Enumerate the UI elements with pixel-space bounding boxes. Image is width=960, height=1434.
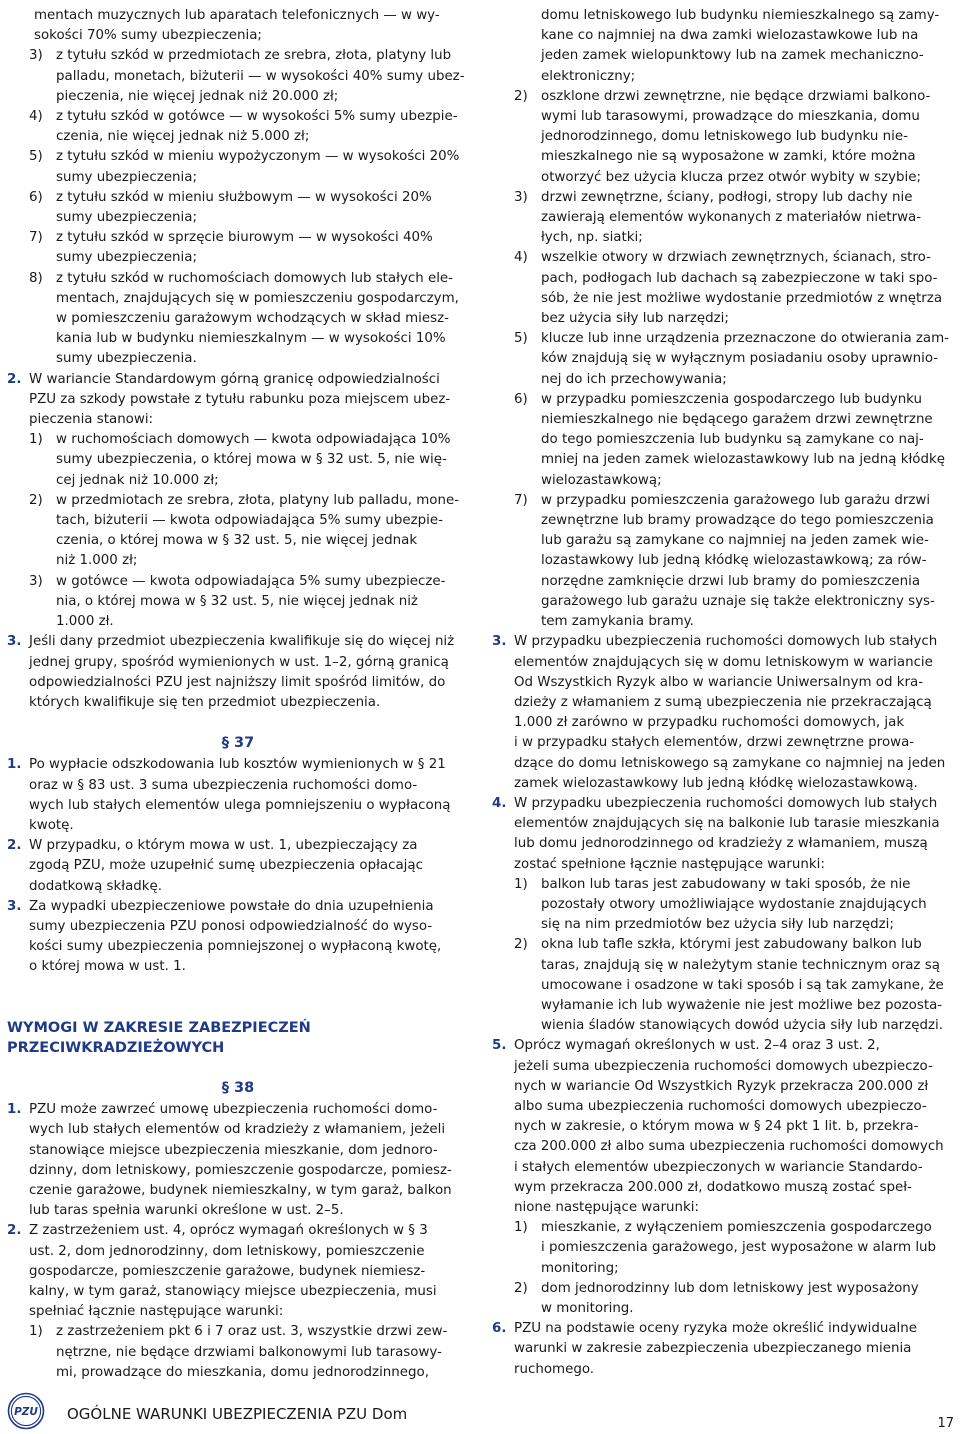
text-line: okna lub tafle szkła, którymi jest zabudowany balkon lub (541, 937, 922, 953)
item-number: 6. (492, 1321, 507, 1337)
subitem-text (541, 188, 954, 249)
text-line: pach, podłogach lub dachach są zabezpieczone w taki spo- (541, 270, 938, 286)
text-line: balkon lub taras jest zabudowany w taki sposób, że nie (541, 876, 911, 892)
item-number: 2. (7, 1223, 22, 1239)
text-line: W przypadku ubezpieczenia ruchomości domowych lub stałych (514, 795, 938, 811)
text-line: domu letniskowego lub budynku niemieszkalnego są zamy- (541, 8, 940, 23)
numbered-item (7, 1100, 469, 1221)
text-line: nych w zakresie, o którym mowa w § 24 pkt 1 lit. b, przekra- (514, 1119, 919, 1135)
numbered-item (492, 1036, 954, 1218)
continued-text (7, 6, 469, 46)
item-number: 3. (7, 898, 22, 914)
list-subitem (492, 491, 954, 632)
text-line: z zastrzeżeniem pkt 6 i 7 oraz ust. 3, wszystkie drzwi zew- (56, 1324, 448, 1340)
subitem-text (541, 87, 954, 188)
text-line: kane co najmniej na dwa zamki wielozastawkowe lub na (541, 28, 919, 44)
text-line: nione następujące warunki: (514, 1199, 699, 1215)
text-line: dzinny, dom letniskowy, pomieszczenie gospodarcze, pomiesz- (29, 1162, 452, 1178)
list-subitem (492, 1218, 954, 1279)
subitem-text (56, 430, 469, 491)
subitem-number: 8) (29, 270, 43, 286)
text-line: z tytułu szkód w sprzęcie biurowym — w wysokości 40% (56, 230, 433, 246)
subitem-number: 6) (514, 391, 528, 407)
text-line: i w przypadku stałych elementów, drzwi zewnętrzne prowa- (514, 735, 915, 751)
item-text (29, 836, 469, 897)
text-line: otworzyć bez użycia klucza przez otwór wybity w szybie; (541, 169, 922, 185)
text-line: ruchomego. (514, 1361, 595, 1377)
numbered-item (492, 794, 954, 875)
text-line: klucze lub inne urządzenia przeznaczone do otwierania zam- (541, 331, 950, 347)
list-subitem (7, 572, 469, 633)
text-line: WYMOGI W ZAKRESIE ZABEZPIECZEŃ (7, 1019, 311, 1036)
text-line: z tytułu szkód w mieniu służbowym — w wysokości 20% (56, 189, 432, 205)
text-line: jeden zamek wielopunktowy lub na zamek mechaniczno- (541, 48, 924, 64)
list-subitem (492, 248, 954, 329)
text-line: nych w wariancie Od Wszystkich Ryzyk przekracza 200.000 zł (514, 1078, 929, 1094)
item-text (29, 632, 469, 713)
text-line: kalny, w tym garaż, stanowiący miejsce ubezpieczenia, musi (29, 1283, 437, 1299)
text-line: zgodą PZU, może uzupełnić sumę ubezpieczenia opłacając (29, 858, 423, 874)
item-text (29, 1221, 469, 1322)
text-line: dzące do domu letniskowego są zamykane co najmniej na jeden (514, 755, 946, 771)
item-text (29, 370, 469, 431)
text-line: i stałych elementów ubezpieczonych w wariancie Standardo- (514, 1159, 923, 1175)
list-subitem (492, 875, 954, 936)
numbered-item (7, 897, 469, 978)
numbered-item (7, 632, 469, 713)
text-line: z tytułu szkód w gotówce — w wysokości 5% sumy ubezpie- (56, 109, 458, 125)
text-line: sumy ubezpieczenia. (56, 351, 197, 367)
item-number: 2. (7, 838, 22, 854)
numbered-item (7, 836, 469, 897)
text-line: wszelkie otwory w drzwiach zewnętrznych, ścianach, stro- (541, 250, 931, 266)
text-line: sumy ubezpieczenia, o której mowa w § 32 ust. 5, nie wię- (56, 452, 447, 468)
text-line: zewnętrzne lub bramy prowadzące do tego pomieszczenia (541, 513, 934, 529)
text-line: z tytułu szkód w mieniu wypożyczonym — w wysokości 20% (56, 149, 460, 165)
text-line: zamek wielozastawkowy lub jedną kłódkę wielozastawkową. (514, 775, 918, 791)
list-subitem (7, 147, 469, 187)
page-footer (7, 1392, 954, 1432)
item-text (514, 1036, 954, 1218)
subitem-text (541, 491, 954, 632)
subitem-text (56, 147, 469, 187)
text-line: taras, znajdują się w należytym stanie technicznym oraz są (541, 957, 940, 973)
subitem-text (56, 1322, 469, 1383)
list-subitem (7, 188, 469, 228)
item-text (514, 1319, 954, 1380)
text-line: i pomieszczenia garażowego, jest wyposażone w alarm lub (541, 1240, 937, 1256)
text-line: lozastawkowy lub jedną kłódkę wielozastawkową; za rów- (541, 553, 927, 569)
list-subitem (492, 1279, 954, 1319)
text-line: w gotówce — kwota odpowiadająca 5% sumy ubezpiecze- (56, 573, 446, 589)
list-subitem (492, 935, 954, 1036)
text-line: zostać spełnione łącznie następujące warunki: (514, 856, 825, 872)
continued-text (492, 6, 954, 87)
numbered-item (492, 632, 954, 794)
text-line: PZU może zawrzeć umowę ubezpieczenia ruchomości domo- (29, 1102, 438, 1118)
item-number: 3. (7, 634, 22, 650)
text-line: jednorodzinnego, domu letniskowego lub budynku nie- (541, 129, 908, 145)
text-line: wym przekracza 200.000 zł, dodatkowo muszą zostać speł- (514, 1179, 912, 1195)
text-line: sumy ubezpieczenia PZU ponosi odpowiedzialność do wyso- (29, 918, 433, 934)
text-line: cza 200.000 zł albo suma ubezpieczenia ruchomości domowych (514, 1139, 944, 1155)
list-subitem (492, 390, 954, 491)
text-line: wych lub stałych elementów ulega pomniejszeniu o wypłaconą (29, 797, 451, 813)
text-line: nia, o której mowa w § 32 ust. 5, nie więcej jednak niż (56, 593, 418, 609)
text-line: sumy ubezpieczenia; (56, 169, 197, 185)
text-line: mniej na jeden zamek wielozastawkowy lub na jedną kłódkę (541, 452, 945, 468)
item-number: 2. (7, 371, 22, 387)
text-line: mentach, znajdujących się w pomieszczeniu gospodarczym, (56, 290, 459, 306)
text-line: gospodarcze, pomieszczenie garażowe, budynek niemiesz- (29, 1263, 426, 1279)
subitem-text (541, 875, 954, 936)
text-line: czenia, o której mowa w § 32 ust. 5, nie więcej jednak (56, 533, 418, 549)
subitem-text (541, 935, 954, 1036)
subitem-number: 3) (29, 48, 43, 64)
item-text (29, 1100, 469, 1221)
subitem-text (541, 1218, 954, 1279)
text-line: oszklone drzwi zewnętrzne, nie będące drzwiami balkono- (541, 88, 931, 104)
text-line: czenia, nie więcej jednak niż 5.000 zł; (56, 129, 310, 145)
text-line: wyłamanie ich lub wyważenie nie jest możliwe bez pozosta- (541, 997, 943, 1013)
text-line: lub garażu są zamykane co najmniej na jeden zamek wie- (541, 533, 929, 549)
paragraph-number: § 37 (221, 735, 255, 752)
subitem-text (541, 329, 954, 390)
subitem-text (56, 228, 469, 268)
subitem-text (56, 107, 469, 147)
text-line: spełniać łącznie następujące warunki: (29, 1304, 284, 1320)
text-line: sokości 70% sumy ubezpieczenia; (34, 28, 262, 44)
text-line: 1.000 zł. (56, 614, 114, 630)
item-text (514, 632, 954, 794)
subitem-text (56, 188, 469, 228)
subitem-number: 7) (514, 492, 528, 508)
subitem-number: 7) (29, 230, 43, 246)
text-line: warunki w zakresie zabezpieczenia ubezpieczanego mienia (514, 1341, 912, 1357)
text-line: sumy ubezpieczenia; (56, 210, 197, 226)
paragraph-number: § 38 (221, 1079, 255, 1096)
subitem-number: 3) (29, 573, 43, 589)
subitem-text (56, 491, 469, 572)
text-line: monitoring; (541, 1260, 619, 1276)
subitem-number: 1) (514, 1220, 528, 1236)
text-line: Po wypłacie odszkodowania lub kosztów wymienionych w § 21 (29, 757, 446, 773)
item-number: 1. (7, 757, 22, 773)
text-line: mentach muzycznych lub aparatach telefonicznych — w wy- (34, 8, 440, 23)
list-subitem (7, 107, 469, 147)
text-line: których kwalifikuje się ten przedmiot ubezpieczenia. (29, 694, 381, 710)
text-line: wielozastawkową; (541, 472, 662, 488)
item-text (29, 897, 469, 978)
item-text (514, 794, 954, 875)
text-line: niemieszkalnego nie będącego garażem drzwi zewnętrzne (541, 412, 933, 428)
list-subitem (492, 329, 954, 390)
text-line: W wariancie Standardowym górną granicę odpowiedzialności (29, 371, 440, 387)
text-line: lub domu jednorodzinnego od kradzieży z włamaniem, muszą (514, 836, 928, 852)
text-line: wymi lub tarasowymi, prowadzące do mieszkania, domu (541, 109, 920, 125)
text-line: sób, że nie jest możliwe wydostanie przedmiotów z wnętrza (541, 290, 943, 306)
text-line: w przypadku pomieszczenia garażowego lub garażu drzwi (541, 492, 931, 508)
subitem-number: 4) (514, 250, 528, 266)
text-line: w przypadku pomieszczenia gospodarczego lub budynku (541, 391, 923, 407)
text-line: oraz w § 83 ust. 3 suma ubezpieczenia ruchomości domo- (29, 777, 418, 793)
text-line: drzwi zewnętrzne, ściany, podłogi, stropy lub dachy nie (541, 189, 913, 205)
text-line: garażowego lub garażu uznaje się także elektroniczny sys- (541, 593, 935, 609)
text-line: do tego pomieszczenia lub budynku są zamykane co naj- (541, 432, 924, 448)
subitem-number: 3) (514, 189, 528, 205)
text-line: jeżeli suma ubezpieczenia ruchomości domowych ubezpieczo- (514, 1058, 933, 1074)
text-line: tach, biżuterii — kwota odpowiadająca 5% sumy ubezpie- (56, 513, 443, 529)
text-line: ust. 2, dom jednorodzinny, dom letniskowy, pomieszczenie (29, 1243, 425, 1259)
footer-title: OGÓLNE WARUNKI UBEZPIECZENIA PZU Dom (67, 1405, 408, 1423)
list-subitem (7, 491, 469, 572)
text-line: palladu, monetach, biżuterii — w wysokości 40% sumy ubez- (56, 68, 465, 84)
text-line: mieszkalnego nie są wyposażone w zamki, które można (541, 149, 916, 165)
text-line: PZU na podstawie oceny ryzyka może określić indywidualne (514, 1321, 918, 1337)
text-line: zawierają elementów wykonanych z materiałów nietrwa- (541, 210, 922, 226)
text-line: dzieży z włamaniem z sumą ubezpieczenia nie przekraczającą (514, 694, 932, 710)
text-line: Za wypadki ubezpieczeniowe powstałe do dnia uzupełnienia (29, 898, 434, 914)
text-line: Oprócz wymagań określonych w ust. 2–4 oraz 3 ust. 2, (514, 1038, 880, 1054)
text-line: się na nim przedmiotów bez użycia siły lub narzędzi; (541, 917, 894, 933)
text-line: albo suma ubezpieczenia ruchomości domowych ubezpieczo- (514, 1098, 927, 1114)
list-subitem (7, 46, 469, 107)
text-line: cej jednak niż 10.000 zł; (56, 472, 219, 488)
text-line: Z zastrzeżeniem ust. 4, oprócz wymagań określonych w § 3 (29, 1223, 428, 1239)
text-line: mieszkanie, z wyłączeniem pomieszczenia gospodarczego (541, 1220, 932, 1236)
pzu-logo (7, 1392, 45, 1430)
text-line: norzędne zamknięcie drzwi lub bramy do pomieszczenia (541, 573, 921, 589)
page-number: 17 (937, 1416, 954, 1431)
subitem-number: 1) (514, 876, 528, 892)
list-subitem (7, 1322, 469, 1383)
text-line: z tytułu szkód w przedmiotach ze srebra, złota, platyny lub (56, 48, 452, 64)
text-line: umocowane i osadzone w taki sposób i są tak zamykane, że (541, 977, 944, 993)
text-line: bez użycia siły lub narzędzi; (541, 311, 729, 327)
text-line: elementów znajdujących się w domu letniskowym w wariancie (514, 654, 933, 670)
text-line: niż 1.000 zł; (56, 553, 138, 569)
text-line: 1.000 zł zarówno w przypadku ruchomości domowych, jak (514, 715, 905, 731)
subitem-number: 1) (29, 1324, 43, 1340)
text-line: kwotę. (29, 817, 74, 833)
text-line: wienia śladów stanowiących dowód użycia siły lub narzędzi. (541, 1018, 943, 1034)
text-line: lub taras spełnia warunki określone w ust. 2–5. (29, 1203, 344, 1219)
text-line: kania lub w budynku niemieszkalnym — w wysokości 10% (56, 331, 446, 347)
text-line: pieczenia stanowi: (29, 412, 154, 428)
text-line: czenie garażowe, budynek niemieszkalny, w tym garaż, balkon (29, 1182, 452, 1198)
item-number: 1. (7, 1102, 22, 1118)
text-line: mi, prowadzące do mieszkania, domu jednorodzinnego, (56, 1364, 429, 1380)
subitem-text (56, 46, 469, 107)
subitem-number: 2) (514, 88, 528, 104)
subitem-text (56, 572, 469, 633)
numbered-item (7, 755, 469, 836)
text-line: odpowiedzialności PZU jest najniższy limit spośród limitów, do (29, 674, 446, 690)
logo-text: PZU (14, 1406, 38, 1418)
text-line: kości sumy ubezpieczenia pomniejszonej o wypłaconą kwotę, (29, 939, 442, 955)
text-line: PZU za szkody powstałe z tytułu rabunku poza miejscem ubez- (29, 391, 451, 407)
text-line: wych lub stałych elementów od kradzieży z włamaniem, jeżeli (29, 1122, 446, 1138)
right-column (492, 6, 954, 1380)
subitem-number: 5) (514, 331, 528, 347)
text-line: pieczenia, nie więcej jednak niż 20.000 zł; (56, 88, 339, 104)
text-line: elektroniczny; (541, 68, 636, 84)
text-line: dodatkową składkę. (29, 878, 163, 894)
text-line: w pomieszczeniu garażowym wchodzących w skład miesz- (56, 311, 449, 327)
text-line: w monitoring. (541, 1301, 634, 1316)
text-line: Jeśli dany przedmiot ubezpieczenia kwalifikuje się do więcej niż (29, 634, 455, 650)
item-number: 4. (492, 795, 507, 811)
list-subitem (7, 228, 469, 268)
item-number: 5. (492, 1038, 507, 1054)
subitem-number: 5) (29, 149, 43, 165)
text-line: stanowiące miejsce ubezpieczenia mieszkanie, dom jednoro- (29, 1142, 438, 1158)
text-line: w ruchomościach domowych — kwota odpowiadająca 10% (56, 432, 451, 448)
text-line: ków znajdują się w wyłącznym posiadaniu osoby uprawnio- (541, 351, 939, 367)
text-line: tem zamykania bramy. (541, 614, 694, 630)
text-line: W przypadku, o którym mowa w ust. 1, ubezpieczający za (29, 838, 418, 854)
text-line: nej do ich przechowywania; (541, 371, 727, 387)
subitem-number: 4) (29, 109, 43, 125)
list-subitem (492, 188, 954, 249)
section-heading (7, 1018, 469, 1058)
text-line: jednej grupy, spośród wymienionych w ust. 1–2, górną granicą (29, 654, 449, 670)
text-line: pozostały otwory umożliwiające wydostanie znajdujących (541, 896, 927, 912)
list-subitem (7, 269, 469, 370)
subitem-text (541, 390, 954, 491)
subitem-number: 2) (514, 937, 528, 953)
text-line: sumy ubezpieczenia; (56, 250, 197, 266)
left-column (7, 6, 469, 1383)
text-line: dom jednorodzinny lub dom letniskowy jest wyposażony (541, 1280, 919, 1296)
numbered-item (492, 1319, 954, 1380)
text-line: W przypadku ubezpieczenia ruchomości domowych lub stałych (514, 634, 938, 650)
subitem-number: 2) (29, 492, 43, 508)
numbered-item (7, 1221, 469, 1322)
subitem-text (541, 248, 954, 329)
text-line: elementów znajdujących się na balkonie lub tarasie mieszkania (514, 816, 940, 832)
text-line: nętrzne, nie będące drzwiami balkonowymi lub tarasowy- (56, 1344, 442, 1360)
numbered-item (7, 370, 469, 431)
text-line: Od Wszystkich Ryzyk albo w wariancie Uniwersalnym od kra- (514, 674, 924, 690)
subitem-number: 2) (514, 1280, 528, 1296)
item-text (29, 755, 469, 836)
text-line: w przedmiotach ze srebra, złota, platyny lub palladu, mone- (56, 492, 460, 508)
text-line: PRZECIWKRADZIEŻOWYCH (7, 1039, 225, 1056)
text-line: o której mowa w ust. 1. (29, 959, 186, 975)
text-line: z tytułu szkód w ruchomościach domowych lub stałych ele- (56, 270, 453, 286)
list-subitem (492, 87, 954, 188)
subitem-text (541, 1279, 954, 1319)
subitem-text (56, 269, 469, 370)
text-line: łych, np. siatki; (541, 230, 643, 246)
subitem-number: 1) (29, 432, 43, 448)
list-subitem (7, 430, 469, 491)
subitem-number: 6) (29, 189, 43, 205)
item-number: 3. (492, 634, 507, 650)
